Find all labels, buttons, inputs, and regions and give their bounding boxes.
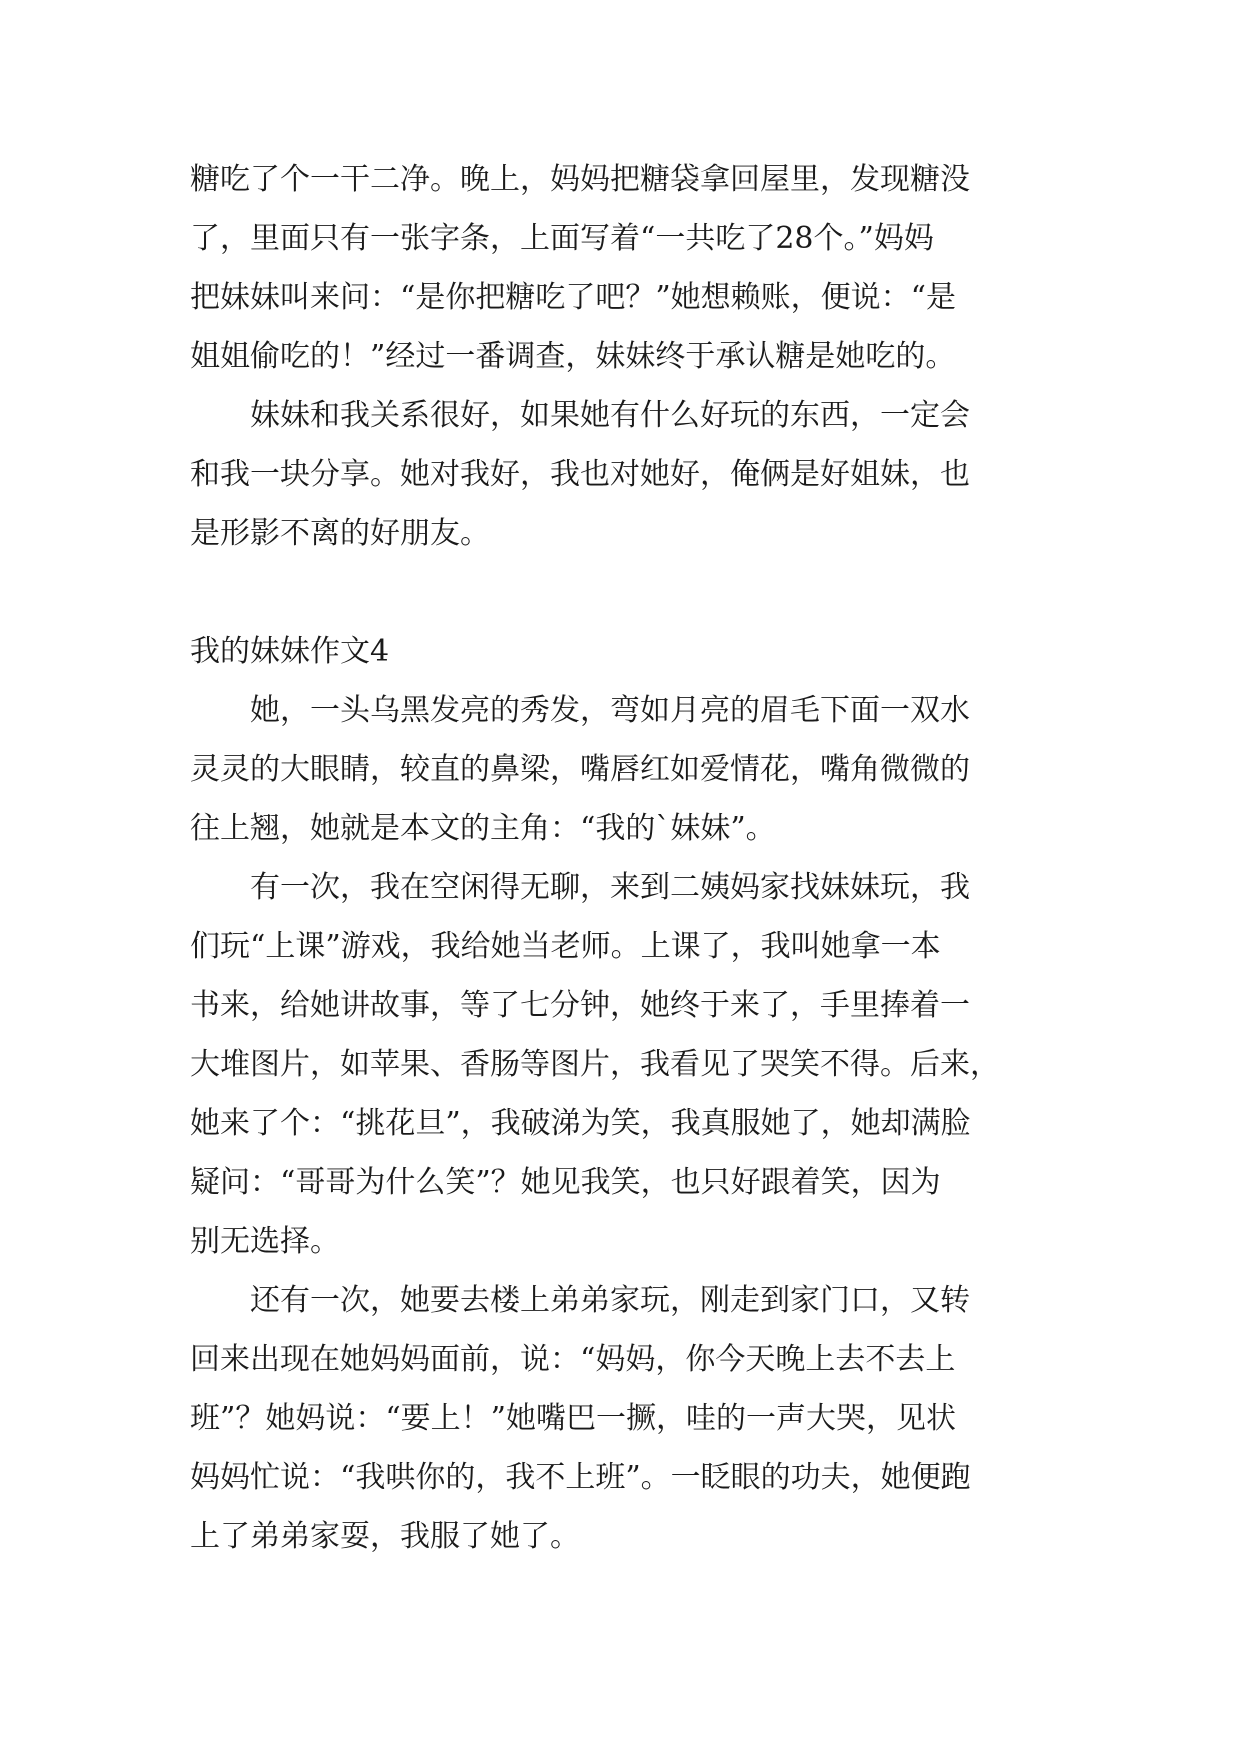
text-line: 姐姐偷吃的！”经过一番调查，妹妹终于承认糖是她吃的。 bbox=[190, 339, 956, 374]
text-line: 别无选择。 bbox=[190, 1224, 340, 1259]
text-line: 回来出现在她妈妈面前，说：“妈妈，你今天晚上去不去上 bbox=[190, 1342, 956, 1377]
text-line: 大堆图片，如苹果、香肠等图片，我看见了哭笑不得。后来， bbox=[190, 1047, 1000, 1082]
text-line: 她来了个：“挑花旦”，我破涕为笑，我真服她了，她却满脸 bbox=[190, 1106, 971, 1141]
document-body bbox=[190, 150, 1050, 1566]
paragraph-description bbox=[190, 681, 1050, 858]
text-line: 和我一块分享。她对我好，我也对她好，俺俩是好姐妹，也 bbox=[190, 457, 970, 492]
paragraph-relationship bbox=[190, 386, 1050, 563]
paragraph-class-game bbox=[190, 858, 1050, 1271]
text-line: 还有一次，她要去楼上弟弟家玩，刚走到家门口，又转 bbox=[250, 1283, 970, 1318]
text-line: 班”？她妈说：“要上！”她嘴巴一撅，哇的一声大哭，见状 bbox=[190, 1401, 957, 1436]
text-line: 了，里面只有一张字条，上面写着“一共吃了28个。”妈妈 bbox=[190, 221, 934, 256]
text-line: 糖吃了个一干二净。晚上，妈妈把糖袋拿回屋里，发现糖没 bbox=[190, 162, 970, 197]
text-line: 往上翘，她就是本文的主角：“我的`妹妹”。 bbox=[190, 811, 776, 846]
paragraph-visit-brother bbox=[190, 1271, 1050, 1566]
text-line: 是形影不离的好朋友。 bbox=[190, 516, 490, 551]
text-line: 们玩“上课”游戏，我给她当老师。上课了，我叫她拿一本 bbox=[190, 929, 941, 964]
section-heading: 我的妹妹作文4 bbox=[190, 634, 390, 669]
text-line: 妈妈忙说：“我哄你的，我不上班”。一眨眼的功夫，她便跑 bbox=[190, 1460, 971, 1495]
text-line: 灵灵的大眼睛，较直的鼻梁，嘴唇红如爱情花，嘴角微微的 bbox=[190, 752, 970, 787]
text-line: 她，一头乌黑发亮的秀发，弯如月亮的眉毛下面一双水 bbox=[250, 693, 970, 728]
text-line: 妹妹和我关系很好，如果她有什么好玩的东西，一定会 bbox=[250, 398, 970, 433]
paragraph-sugar-continued bbox=[190, 150, 1050, 386]
text-line: 有一次，我在空闲得无聊，来到二姨妈家找妹妹玩，我 bbox=[250, 870, 970, 905]
text-line: 疑问：“哥哥为什么笑”？她见我笑，也只好跟着笑，因为 bbox=[190, 1165, 941, 1200]
text-line: 上了弟弟家耍，我服了她了。 bbox=[190, 1519, 580, 1554]
text-line: 书来，给她讲故事，等了七分钟，她终于来了，手里捧着一 bbox=[190, 988, 970, 1023]
section-spacer bbox=[190, 563, 1050, 622]
text-line: 把妹妹叫来问：“是你把糖吃了吧？”她想赖账，便说：“是 bbox=[190, 280, 957, 315]
